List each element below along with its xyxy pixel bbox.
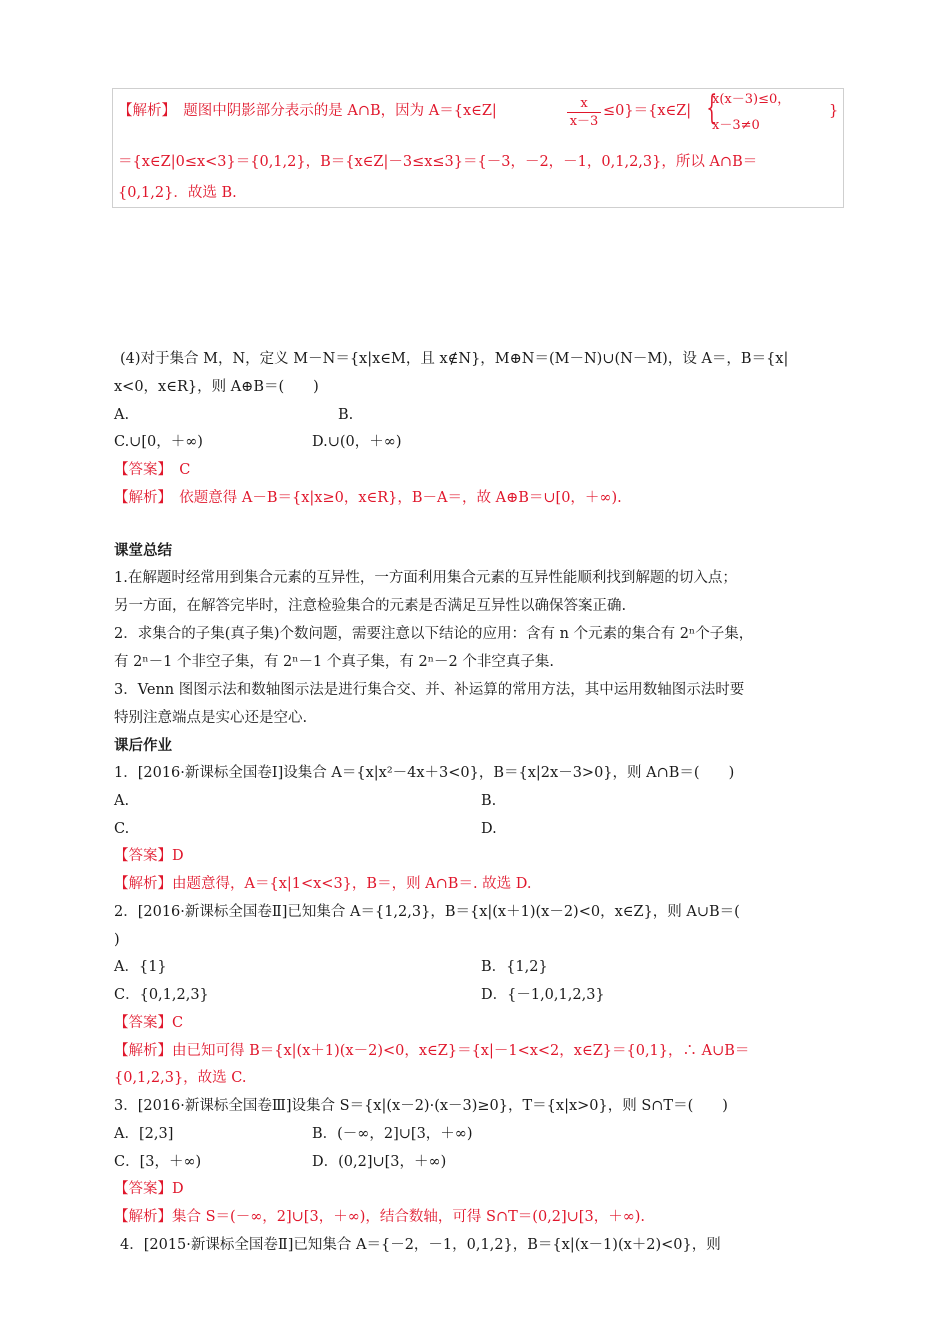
q4-answer: 【答案】 C	[114, 462, 191, 478]
q4-option-b: B.	[338, 407, 354, 423]
summary-p1a: 1.在解题时经常用到集合元素的互异性，一方面利用集合元素的互异性能顺利找到解题的切入点；	[114, 570, 737, 586]
summary-p2a: 2．求集合的子集(真子集)个数问题，需要注意以下结论的应用：含有 n 个元素的集合有 2ⁿ个子集，	[114, 626, 754, 642]
homework-title: 课后作业	[114, 737, 172, 754]
q4-analysis: 【解析】 依题意得 A－B＝{x|x≥0，x∈R}，B－A＝，故 A⊕B＝∪[0，＋∞).	[114, 490, 622, 506]
fraction-numerator: x	[580, 96, 588, 111]
box-text-1b: ≤0}＝{x∈Z|	[603, 103, 692, 119]
case-2: x－3≠0	[712, 118, 760, 133]
cases-brace: {	[706, 88, 718, 128]
summary-p1b: 另一方面，在解答完毕时，注意检验集合的元素是否满足互异性以确保答案正确.	[114, 598, 627, 614]
hw-q3-answer: 【答案】D	[114, 1181, 184, 1197]
summary-p3a: 3．Venn 图图示法和数轴图示法是进行集合交、并、补运算的常用方法，其中运用数轴图示法时要	[114, 682, 745, 698]
hw-q3-option-d: D．(0,2]∪[3，＋∞)	[312, 1154, 447, 1170]
box-line-3: {0,1,2}．故选 B.	[118, 185, 237, 201]
hw-q1-answer: 【答案】D	[114, 848, 184, 864]
q4-option-d: D.∪(0，＋∞)	[312, 434, 402, 450]
hw-q2-stem-2: )	[114, 932, 120, 948]
hw-q3-stem: 3．[2016·新课标全国卷Ⅲ]设集合 S＝{x|(x－2)·(x－3)≥0}，T＝{x|x>0}，则 S∩T＝( )	[114, 1098, 728, 1114]
box-text-1a: 【解析】 题图中阴影部分表示的是 A∩B，因为 A＝{x∈Z|	[118, 103, 497, 119]
hw-q3-analysis: 【解析】集合 S＝(－∞，2]∪[3，＋∞)，结合数轴，可得 S∩T＝(0,2]∪[3，＋∞).	[114, 1209, 646, 1225]
q4-option-c: C.∪[0，＋∞)	[114, 434, 203, 450]
q4-option-a: A.	[114, 407, 130, 423]
hw-q2-option-b: B．{1,2}	[481, 959, 548, 975]
q4-stem-2: x<0，x∈R}，则 A⊕B＝( )	[114, 379, 319, 395]
box-line-2: ＝{x∈Z|0≤x<3}＝{0,1,2}，B＝{x∈Z|－3≤x≤3}＝{－3，－2，－1，0,1,2,3}，所以 A∩B＝	[118, 154, 758, 170]
hw-q2-option-a: A．{1}	[114, 959, 167, 975]
box-line-1	[118, 100, 497, 122]
hw-q2-analysis-1: 【解析】由已知可得 B＝{x|(x＋1)(x－2)<0，x∈Z}＝{x|－1<x<2，x∈Z}＝{0,1}，∴ A∪B＝	[114, 1043, 750, 1059]
hw-q1-analysis: 【解析】由题意得，A＝{x|1<x<3}，B＝，则 A∩B＝. 故选 D.	[114, 876, 532, 892]
hw-q1-option-d: D.	[481, 821, 497, 837]
box-close-brace: }	[829, 103, 839, 119]
summary-p3b: 特别注意端点是实心还是空心.	[114, 710, 308, 726]
hw-q3-option-c: C．[3，＋∞)	[114, 1154, 202, 1170]
hw-q1-stem: 1．[2016·新课标全国卷Ⅰ]设集合 A＝{x|x²－4x＋3<0}，B＝{x|2x－3>0}，则 A∩B＝( )	[114, 765, 735, 781]
q4-stem-1: (4)对于集合 M，N，定义 M－N＝{x|x∈M，且 x∉N}，M⊕N＝(M－N)∪(N－M)，设 A＝，B＝{x|	[120, 351, 789, 367]
hw-q4-stem: 4．[2015·新课标全国卷Ⅱ]已知集合 A＝{－2，－1，0,1,2}，B＝{x|(x－1)(x＋2)<0}，则	[120, 1237, 721, 1253]
hw-q1-option-b: B.	[481, 793, 497, 809]
fraction-bar	[567, 112, 601, 113]
hw-q2-stem-1: 2．[2016·新课标全国卷Ⅱ]已知集合 A＝{1,2,3}，B＝{x|(x＋1)(x－2)<0，x∈Z}，则 A∪B＝(	[114, 904, 740, 920]
hw-q2-answer: 【答案】C	[114, 1015, 184, 1031]
case-1: x(x－3)≤0，	[712, 92, 791, 107]
summary-p2b: 有 2ⁿ－1 个非空子集，有 2ⁿ－1 个真子集，有 2ⁿ－2 个非空真子集.	[114, 654, 554, 670]
summary-title: 课堂总结	[114, 542, 172, 559]
fraction-denominator: x－3	[569, 114, 599, 129]
hw-q2-analysis-2: {0,1,2,3}，故选 C.	[114, 1070, 247, 1086]
hw-q2-option-c: C．{0,1,2,3}	[114, 987, 209, 1003]
hw-q1-option-c: C.	[114, 821, 130, 837]
hw-q3-option-a: A．[2,3]	[114, 1126, 174, 1142]
hw-q3-option-b: B．(－∞，2]∪[3，＋∞)	[312, 1126, 473, 1142]
hw-q2-option-d: D．{－1,0,1,2,3}	[481, 987, 605, 1003]
hw-q1-option-a: A.	[114, 793, 130, 809]
